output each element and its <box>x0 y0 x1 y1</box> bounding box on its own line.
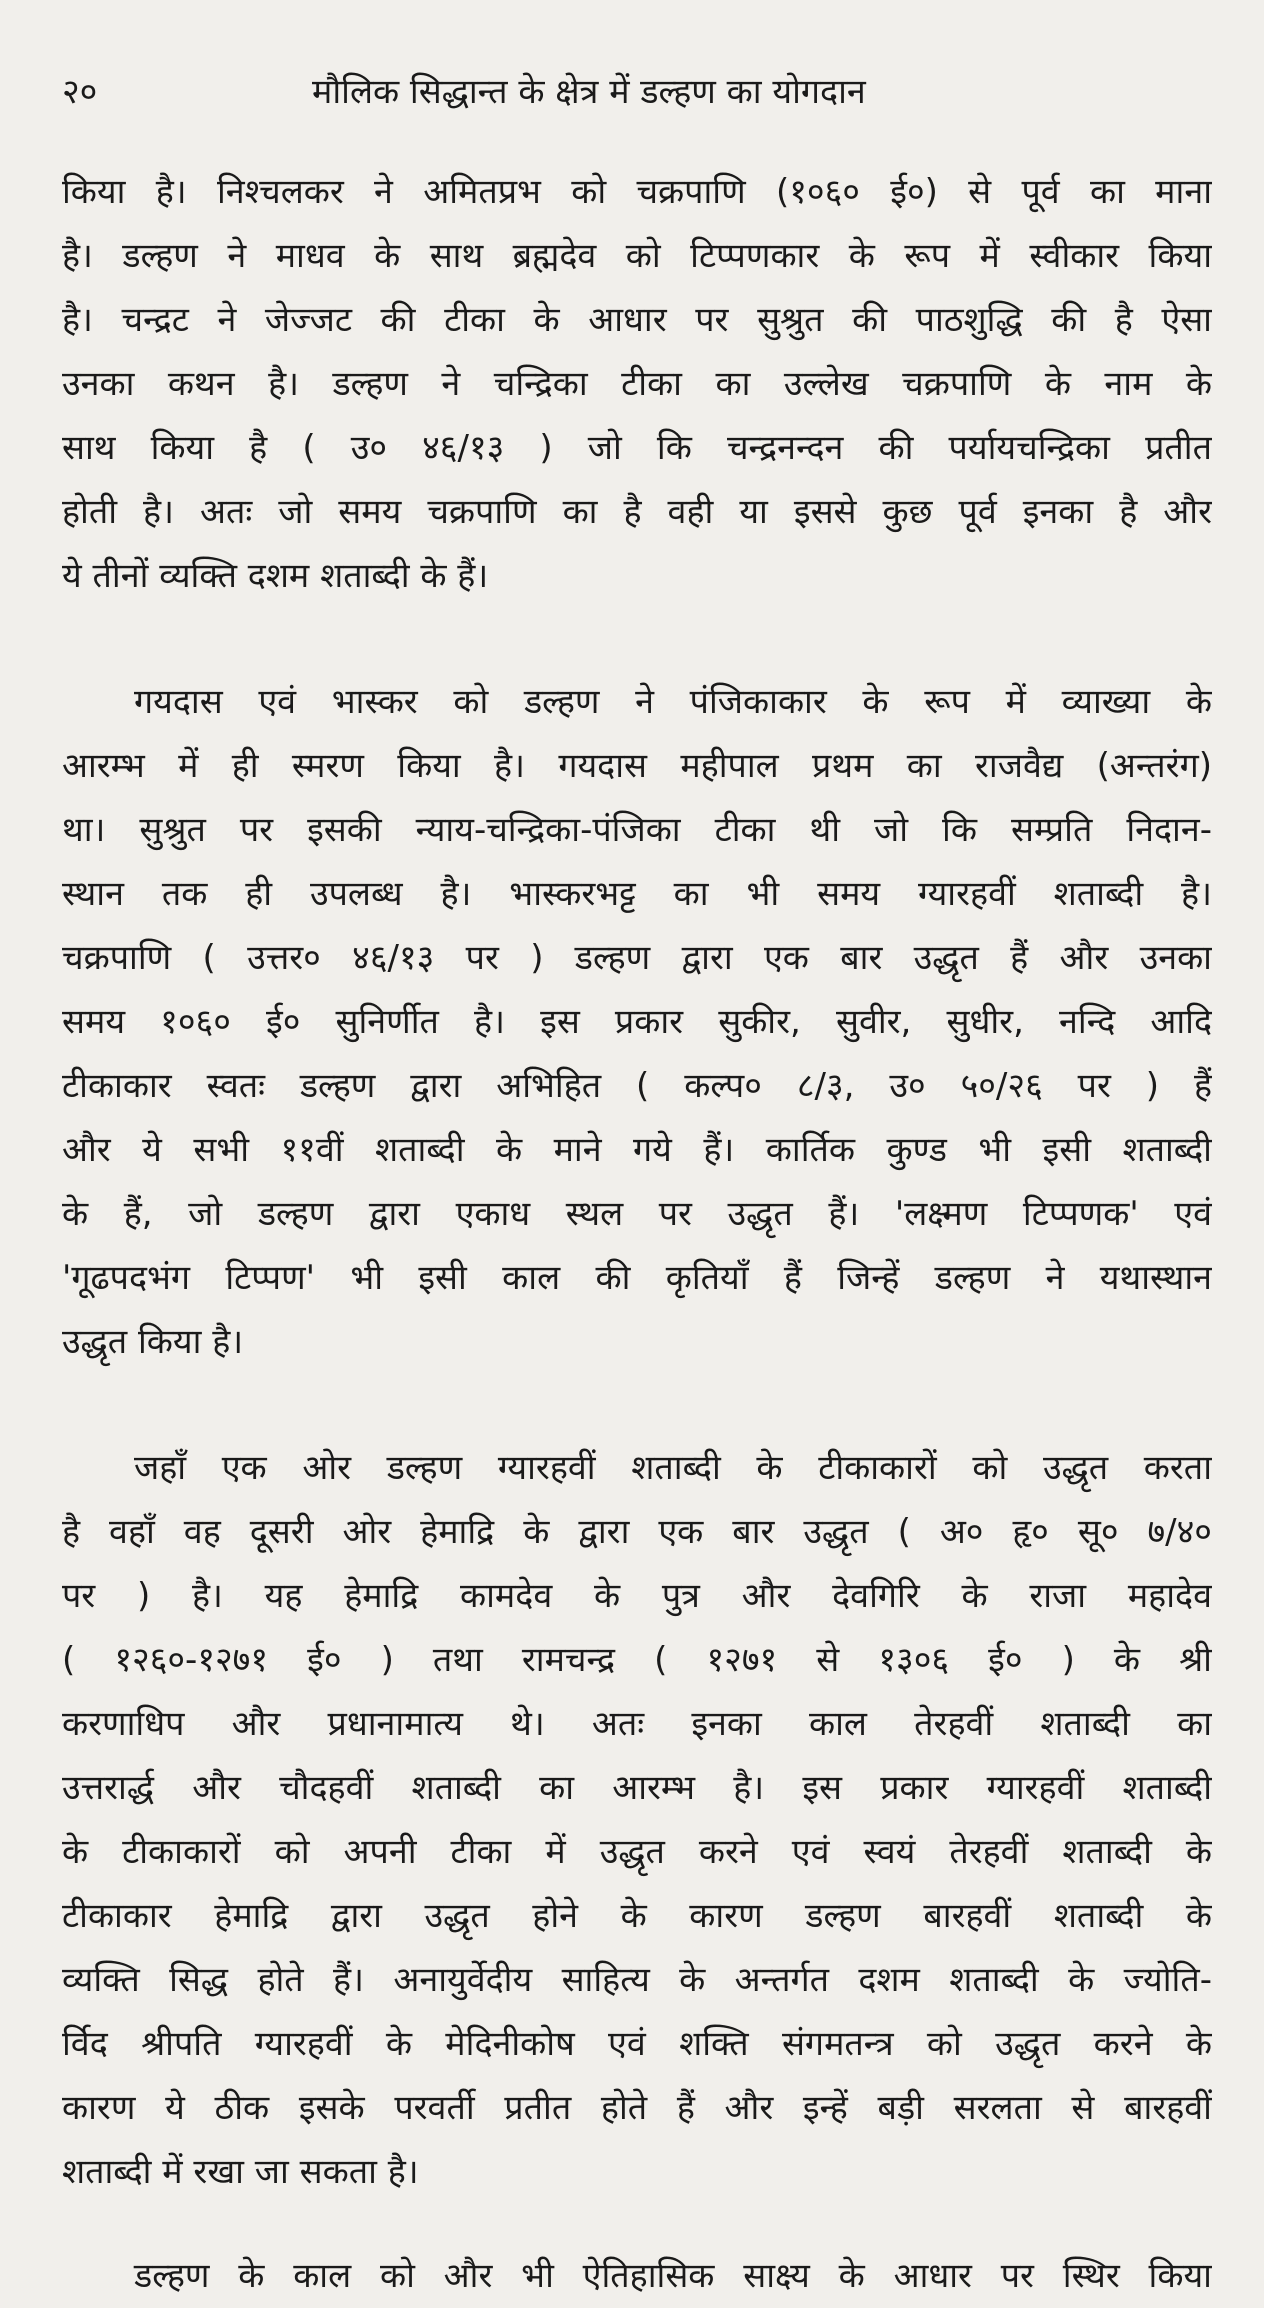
paragraph-gap <box>62 1374 1212 1436</box>
text-line: होती है। अतः जो समय चक्रपाणि का है वही या इससे कुछ पूर्व इनका है और <box>62 492 1212 532</box>
paragraph-gap <box>62 2204 1212 2244</box>
text-line: समय १०६० ई० सुनिर्णीत है। इस प्रकार सुकीर, सुवीर, सुधीर, नन्दि आदि <box>62 1002 1212 1042</box>
text-line: था। सुश्रुत पर इसकी न्याय-चन्द्रिका-पंजिका टीका थी जो कि सम्प्रति निदान- <box>62 810 1212 850</box>
text-line: व्यक्ति सिद्ध होते हैं। अनायुर्वेदीय साहित्य के अन्तर्गत दशम शताब्दी के ज्योति- <box>62 1960 1212 2000</box>
text-line: किया है। निश्चलकर ने अमितप्रभ को चक्रपाणि (१०६० ई०) से पूर्व का माना <box>62 172 1212 212</box>
text-line: के हैं, जो डल्हण द्वारा एकाध स्थल पर उद्धृत हैं। 'लक्ष्मण टिप्पणक' एवं <box>62 1194 1212 1234</box>
text-line: जहाँ एक ओर डल्हण ग्यारहवीं शताब्दी के टीकाकारों को उद्धृत करता <box>134 1448 1212 1488</box>
text-line: करणाधिप और प्रधानामात्य थे। अतः इनका काल तेरहवीं शताब्दी का <box>62 1704 1212 1744</box>
text-line: र्विद श्रीपति ग्यारहवीं के मेदिनीकोष एवं शक्ति संगमतन्त्र को उद्धृत करने के <box>62 2024 1212 2064</box>
text-line: 'गूढपदभंग टिप्पण' भी इसी काल की कृतियाँ हैं जिन्हें डल्हण ने यथास्थान <box>62 1258 1212 1298</box>
text-line: और ये सभी ११वीं शताब्दी के माने गये हैं। कार्तिक कुण्ड भी इसी शताब्दी <box>62 1130 1212 1170</box>
text-line: कारण ये ठीक इसके परवर्ती प्रतीत होते हैं और इन्हें बड़ी सरलता से बारहवीं <box>62 2088 1212 2128</box>
text-line: डल्हण के काल को और भी ऐतिहासिक साक्ष्य के आधार पर स्थिर किया <box>134 2256 1212 2296</box>
page-header <box>62 62 1212 122</box>
text-line: पर ) है। यह हेमाद्रि कामदेव के पुत्र और देवगिरि के राजा महादेव <box>62 1576 1212 1616</box>
text-line: है वहाँ वह दूसरी ओर हेमाद्रि के द्वारा एक बार उद्धृत ( अ० हृ० सू० ७/४० <box>62 1512 1212 1552</box>
text-line: टीकाकार स्वतः डल्हण द्वारा अभिहित ( कल्प० ८/३, उ० ५०/२६ पर ) हैं <box>62 1066 1212 1106</box>
text-line: है। चन्द्रट ने जेज्जट की टीका के आधार पर सुश्रुत की पाठशुद्धि की है ऐसा <box>62 300 1212 340</box>
text-line: गयदास एवं भास्कर को डल्हण ने पंजिकाकार के रूप में व्याख्या के <box>134 682 1212 722</box>
text-line: साथ किया है ( उ० ४६/१३ ) जो कि चन्द्रनन्दन की पर्यायचन्द्रिका प्रतीत <box>62 428 1212 468</box>
text-line: उद्धृत किया है। <box>62 1322 244 1362</box>
paragraph-2 <box>62 670 1212 1374</box>
paragraph-3 <box>62 1436 1212 2204</box>
text-line: उत्तरार्द्ध और चौदहवीं शताब्दी का आरम्भ है। इस प्रकार ग्यारहवीं शताब्दी <box>62 1768 1212 1808</box>
text-line: चक्रपाणि ( उत्तर० ४६/१३ पर ) डल्हण द्वारा एक बार उद्धृत हैं और उनका <box>62 938 1212 978</box>
text-line: स्थान तक ही उपलब्ध है। भास्करभट्ट का भी समय ग्यारहवीं शताब्दी है। <box>62 874 1212 914</box>
text-line: ( १२६०-१२७१ ई० ) तथा रामचन्द्र ( १२७१ से १३०६ ई० ) के श्री <box>62 1640 1212 1680</box>
paragraph-gap <box>62 608 1212 670</box>
body-text <box>62 160 1212 2308</box>
paragraph-4 <box>62 2244 1212 2308</box>
text-line: के टीकाकारों को अपनी टीका में उद्धृत करने एवं स्वयं तेरहवीं शताब्दी के <box>62 1832 1212 1872</box>
page-number: २० <box>62 72 98 112</box>
text-line: टीकाकार हेमाद्रि द्वारा उद्धृत होने के कारण डल्हण बारहवीं शताब्दी के <box>62 1896 1212 1936</box>
text-line: उनका कथन है। डल्हण ने चन्द्रिका टीका का उल्लेख चक्रपाणि के नाम के <box>62 364 1212 404</box>
running-title: मौलिक सिद्धान्त के क्षेत्र में डल्हण का योगदान <box>312 72 866 112</box>
paragraph-1 <box>62 160 1212 608</box>
text-line: शताब्दी में रखा जा सकता है। <box>62 2152 419 2192</box>
text-line: है। डल्हण ने माधव के साथ ब्रह्मदेव को टिप्पणकार के रूप में स्वीकार किया <box>62 236 1212 276</box>
text-line: ये तीनों व्यक्ति दशम शताब्दी के हैं। <box>62 556 489 596</box>
text-line: आरम्भ में ही स्मरण किया है। गयदास महीपाल प्रथम का राजवैद्य (अन्तरंग) <box>62 746 1212 786</box>
